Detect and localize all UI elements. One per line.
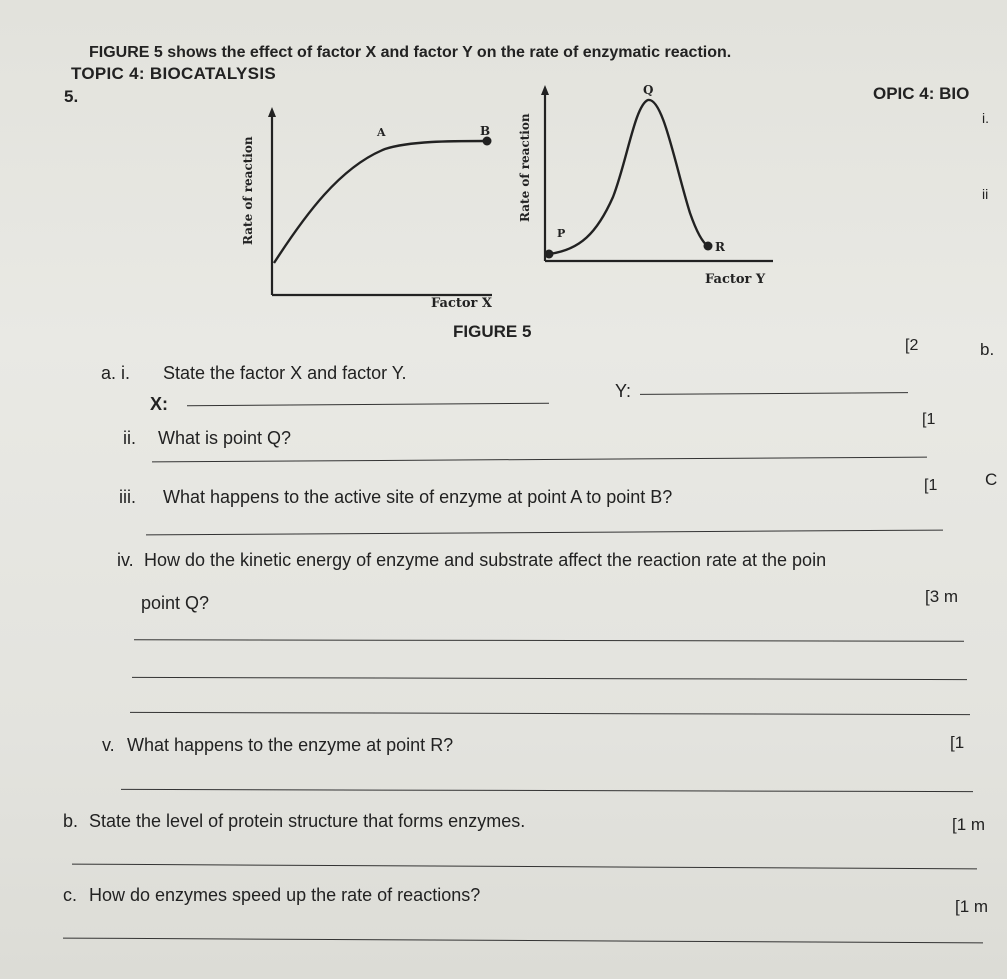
adjacent-topic-text: OPIC 4: BIO [873, 84, 970, 103]
q-a-iii-label: iii. [119, 487, 136, 507]
a-iv-answer-line-3[interactable] [130, 712, 970, 715]
q-a-ii-label: ii. [123, 428, 136, 448]
y-answer-label: Y: [615, 381, 632, 401]
adjacent-roman-ii: ii [982, 186, 989, 202]
marks-a-iii: [1 [924, 477, 938, 494]
x-answer-line[interactable] [187, 403, 549, 407]
graph-x-curve [274, 141, 487, 263]
graph-y-y-label: Rate of reaction [518, 113, 532, 222]
q-a-v-text: What happens to the enzyme at point R? [127, 735, 454, 755]
q-a-v-label: v. [102, 735, 115, 755]
point-a-label: A [377, 126, 386, 139]
point-p-label: P [557, 227, 566, 240]
point-b-label: B [480, 124, 491, 138]
marks-c: [1 m [955, 897, 989, 916]
question-stem: FIGURE 5 shows the effect of factor X and factor Y on the rate of enzymatic reaction. [89, 44, 732, 61]
marks-b: [1 m [952, 815, 986, 834]
marks-a-iv: [3 m [925, 587, 959, 606]
question-number: 5. [64, 87, 79, 106]
graph-y-y-arrow [541, 85, 549, 95]
graph-x-y-arrow [268, 107, 276, 117]
q-c-text: How do enzymes speed up the rate of reactions? [89, 885, 481, 905]
graph-y-curve [549, 100, 708, 254]
adjacent-letter-b: b. [980, 340, 995, 359]
q-a-iv-text: How do the kinetic energy of enzyme and substrate affect the reaction rate at the poin [144, 550, 827, 570]
figure-caption: FIGURE 5 [453, 322, 532, 341]
point-p-marker [545, 250, 554, 259]
a-iv-answer-line-1[interactable] [134, 639, 964, 641]
adjacent-roman-i: i. [982, 110, 989, 126]
graph-x-y-label: Rate of reaction [241, 136, 255, 245]
graph-factor-y [535, 85, 795, 275]
y-answer-line[interactable] [640, 392, 908, 395]
c-answer-line[interactable] [63, 938, 983, 944]
point-r-marker [704, 242, 713, 251]
q-a-i-label: a. i. [101, 363, 131, 383]
q-b-label: b. [63, 811, 79, 831]
topic-title: TOPIC 4: BIOCATALYSIS [71, 64, 276, 83]
q-a-ii-text: What is point Q? [158, 428, 292, 448]
marks-a-ii: [1 [922, 411, 936, 428]
q-a-iv-text2: point Q? [141, 593, 210, 613]
q-c-label: c. [63, 885, 78, 905]
x-answer-label: X: [150, 394, 168, 414]
q-a-iv-label: iv. [117, 550, 134, 570]
marks-a-v: [1 [950, 733, 965, 752]
a-iii-answer-line[interactable] [146, 530, 943, 536]
point-q-label: Q [643, 83, 654, 97]
adjacent-letter-c: C [985, 470, 998, 489]
graph-x-x-label: Factor X [431, 296, 492, 311]
point-r-label: R [715, 240, 725, 254]
a-v-answer-line[interactable] [121, 789, 973, 792]
q-b-text: State the level of protein structure that forms enzymes. [89, 811, 526, 831]
q-a-iii-text: What happens to the active site of enzyme at point A to point B? [163, 487, 673, 507]
q-a-i-text: State the factor X and factor Y. [163, 363, 407, 383]
a-iv-answer-line-2[interactable] [132, 677, 967, 680]
marks-a-i: [2 [905, 337, 919, 354]
graph-y-x-label: Factor Y [705, 272, 766, 287]
b-answer-line[interactable] [72, 864, 977, 870]
a-ii-answer-line[interactable] [152, 457, 927, 463]
